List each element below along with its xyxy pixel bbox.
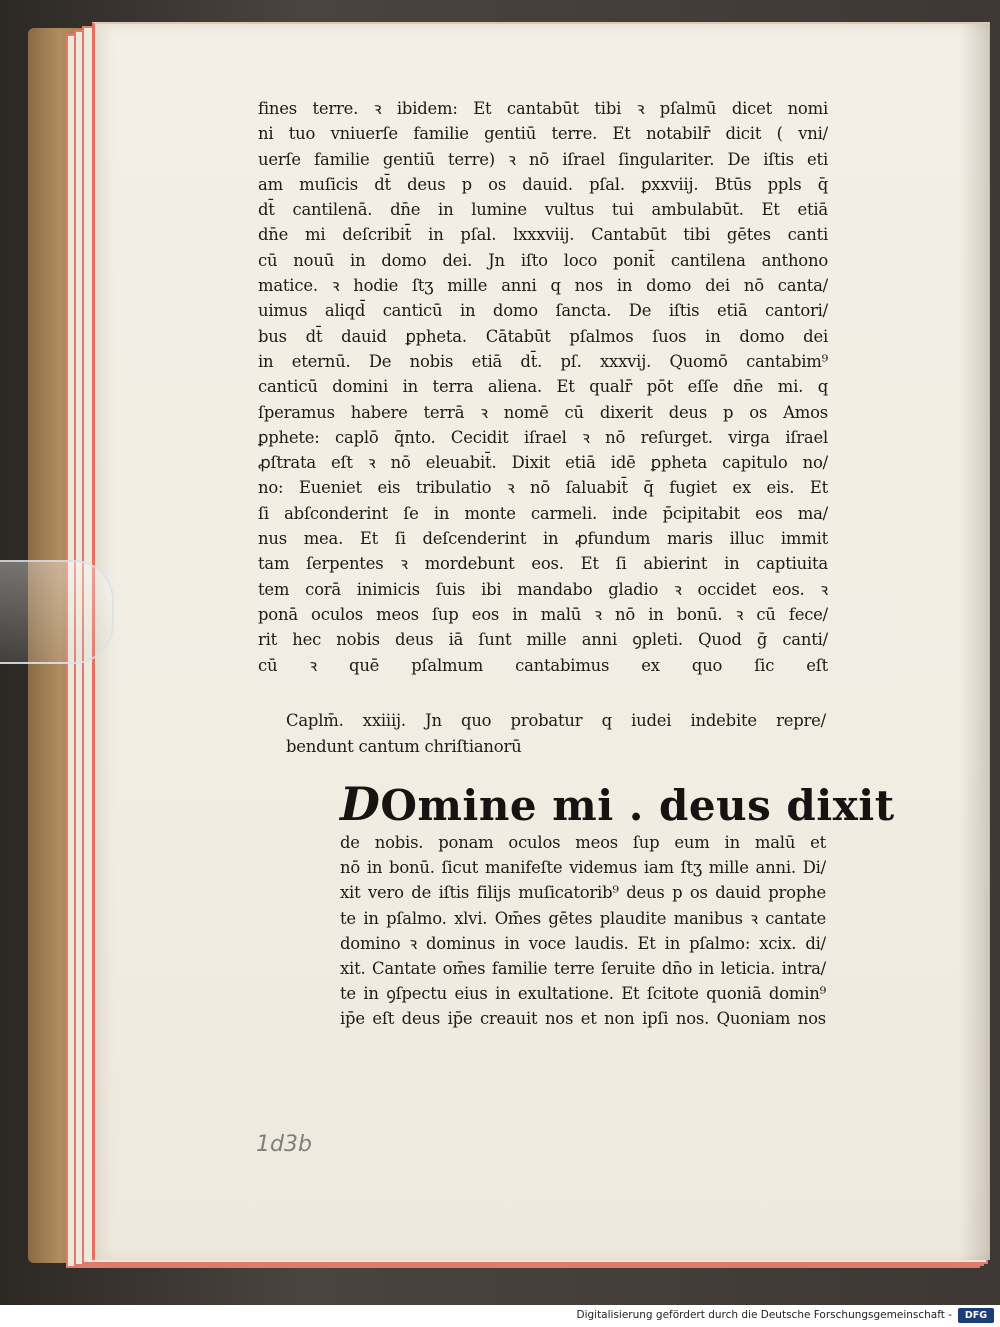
text-line: cū nouū in domo dei. Jn iſto loco ponit̄ cantilena anthono [258, 250, 828, 270]
dfg-logo: DFG [958, 1308, 994, 1323]
body-text-line: ip̄e eſt deus ip̄e creauit nos et non ipſi nos. Quoniam nos [340, 1009, 826, 1029]
text-line: rit hec nobis deus iā ſunt mille anni ꝯpleti. Quod ḡ canti/ [258, 630, 828, 650]
footer-bar [0, 1305, 1000, 1327]
text-line: in eternū. De nobis etiā dt̄. pſ. xxxvij. Quomō cantabim⁹ [258, 351, 828, 371]
text-line: canticū domini in terra aliena. Et qualr̄ pōt eſſe dn̄e mi. q [258, 377, 828, 397]
body-text-line: de nobis. ponam oculos meos ſup eum in malū et [340, 833, 826, 852]
text-line: uerſe familie gentiū terre) ꝛ nō iſrael ſingulariter. De iſtis eti [258, 149, 828, 169]
handwritten-shelfmark: 1d3b [256, 1132, 312, 1157]
text-line: dt̄ cantilenā. dn̄e in lumine vultus tui ambulabūt. Et etiā [258, 200, 828, 220]
text-line: dn̄e mi deſcribit̄ in pſal. lxxxviij. Cantabūt tibi gētes canti [258, 225, 828, 245]
body-text-line: nō in bonū. ſicut manifeſte videmus iam ſtʒ mille anni. Di/ [340, 858, 826, 878]
main-text-block [258, 96, 828, 678]
page-clip-holder [0, 560, 114, 664]
body-text-line: domino ꝛ dominus in voce laudis. Et in pſalmo: xcix. di/ [340, 933, 826, 953]
text-line: matice. ꝛ hodie ſtʒ mille anni q nos in domo dei nō canta/ [258, 276, 828, 296]
decorated-initial-line [340, 777, 895, 832]
text-line: tem corā inimicis ſuis ibi mandabo gladio ꝛ occidet eos. ꝛ [258, 579, 828, 599]
chapter-body-text [340, 830, 826, 1032]
text-line: bus dt̄ dauid ꝑpheta. Cātabūt pſalmos ſuos in domo dei [258, 326, 828, 346]
text-line: no: Eueniet eis tribulatio ꝛ nō ſaluabit̄ q̄ fugiet ex eis. Et [258, 478, 828, 498]
chapter-line: bendunt cantum chriſtianorū [286, 737, 522, 756]
initial-capital: D [340, 777, 381, 831]
chapter-heading [286, 708, 826, 760]
body-text-line: te in pſalmo. xlvi. Om̄es gētes plaudite manibus ꝛ cantate [340, 908, 826, 928]
initial-line-text: Omine mi . deus dixit [380, 781, 895, 830]
text-line: ꝑphete: caplō q̄nto. Cecidit iſrael ꝛ nō reſurget. virga iſrael [258, 427, 828, 447]
text-line: am muſicis dt̄ deus p os dauid. pſal. ꝑxxviij. Btūs ppls q̄ [258, 174, 828, 194]
page-gutter-shadow [959, 24, 989, 1260]
text-line: uimus aliqd̄ canticū in domo ſancta. De iſtis etiā cantori/ [258, 301, 828, 321]
text-line: ſi abſconderint ſe in monte carmeli. inde p̄cipitabit eos ma/ [258, 503, 828, 523]
text-line: ni tuo vniuerſe familie gentiū terre. Et notabilr̄ dicit ( vni/ [258, 124, 828, 144]
body-text-line: xit vero de iſtis filijs muſicatorib⁹ deus p os dauid prophe [340, 883, 826, 903]
text-line: nus mea. Et ſi deſcenderint in ꝓfundum maris illuc immit [258, 529, 828, 549]
text-line: ponā oculos meos ſup eos in malū ꝛ nō in bonū. ꝛ cū fece/ [258, 604, 828, 624]
footer-credit: Digitalisierung gefördert durch die Deutsche Forschungsgemeinschaft - [576, 1309, 952, 1321]
body-text-line: xit. Cantate om̄es familie terre ſeruite dn̄o in leticia. intra/ [340, 958, 826, 978]
text-line: cū ꝛ quē pſalmum cantabimus ex quo ſic eſt [258, 655, 828, 675]
text-line: tam ſerpentes ꝛ mordebunt eos. Et ſi abierint in captiuita [258, 554, 828, 574]
body-text-line: te in ꝯſpectu eius in exultatione. Et ſcitote quoniā domin⁹ [340, 984, 826, 1004]
text-line: ꝓſtrata eſt ꝛ nō eleuabit̄. Dixit etiā idē ꝑpheta capitulo no/ [258, 453, 828, 473]
text-line: fines terre. ꝛ ibidem: Et cantabūt tibi ꝛ pſalmū dicet nomi [258, 99, 828, 118]
text-line: ſperamus habere terrā ꝛ nomē cū dixerit deus p os Amos [258, 402, 828, 422]
chapter-line: Caplm̄. xxiiij. Jn quo probatur q iudei indebite repre/ [286, 711, 826, 730]
